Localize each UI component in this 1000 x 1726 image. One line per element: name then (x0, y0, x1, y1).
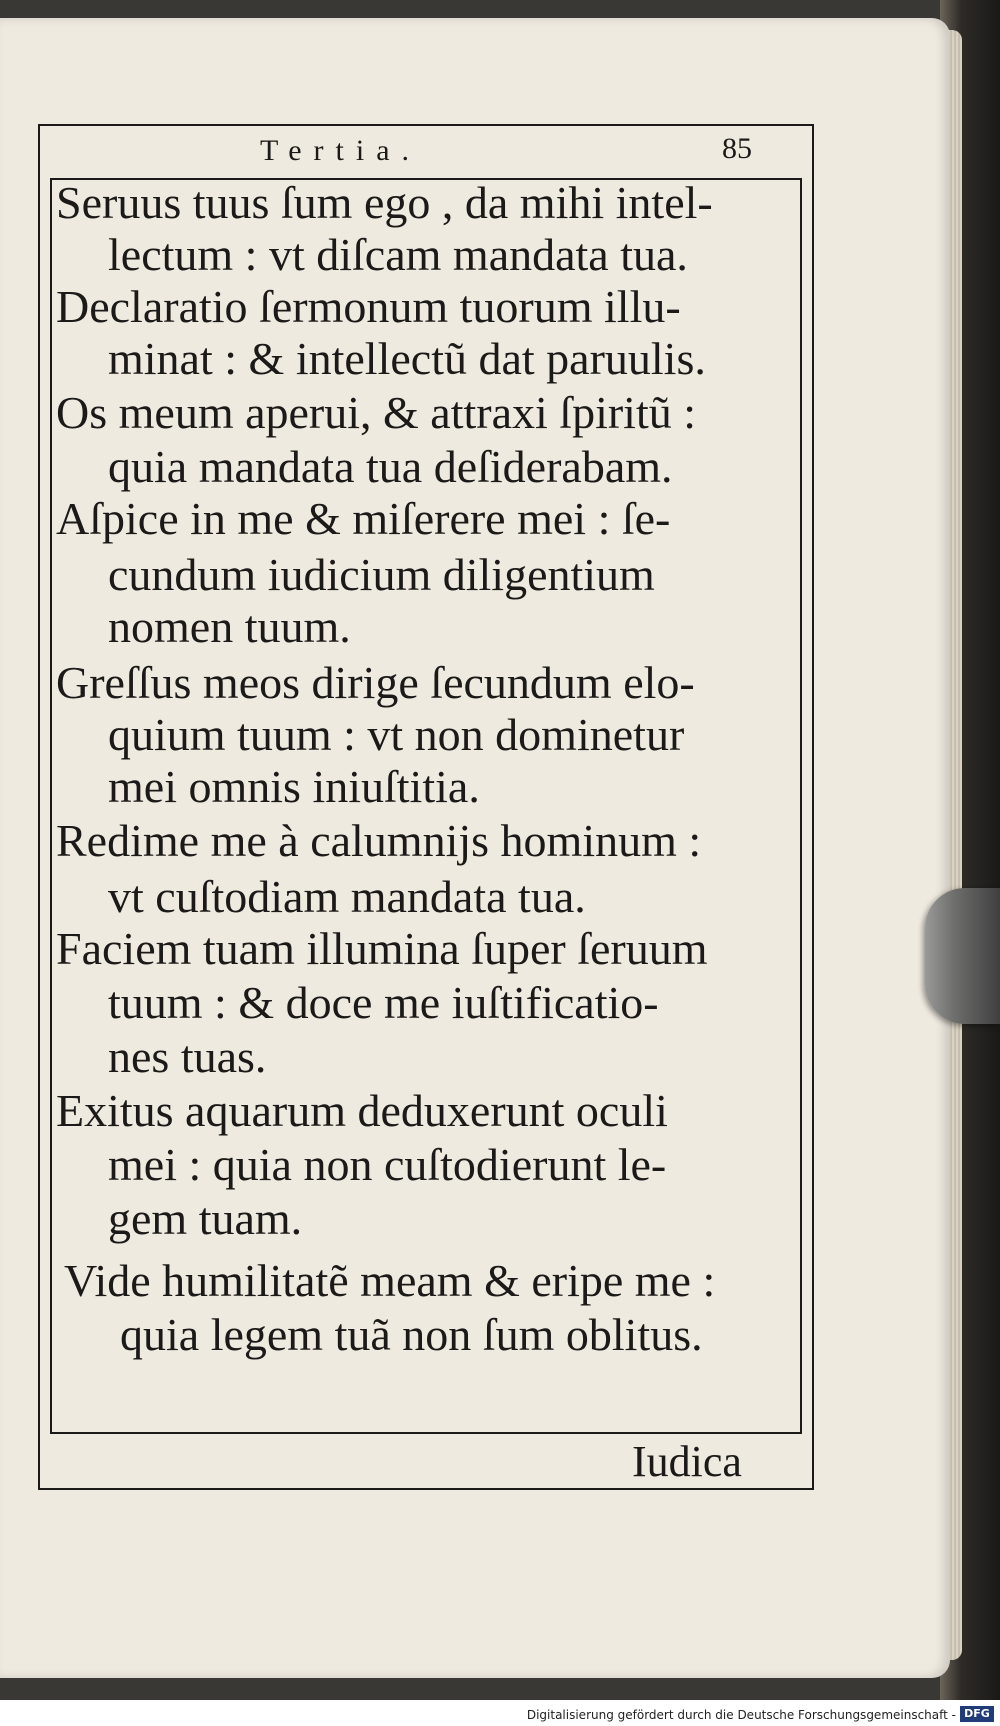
dfg-logo: DFG (960, 1706, 994, 1722)
verse-line: nes tuas. (108, 1031, 267, 1082)
verse-line: nomen tuum. (108, 601, 351, 652)
verse-line: mei omnis iniuſtitia. (108, 761, 480, 812)
verse-line: Faciem tuam illumina ſuper ſeruum (56, 923, 708, 974)
verse-line: Declaratio ſermonum tuorum illu- (56, 281, 681, 332)
verse-line: lectum : vt diſcam mandata tua. (108, 229, 688, 280)
digitization-footer (0, 1700, 1000, 1726)
verse-line: minat : & intellectũ dat paruulis. (108, 333, 706, 384)
verse-line: Redime me à calumnijs hominum : (56, 815, 702, 866)
verse-line: vt cuſtodiam mandata tua. (108, 871, 586, 922)
verse-line: Aſpice in me & miſerere mei : ſe- (56, 493, 671, 544)
verse-line: mei : quia non cuſtodierunt le- (108, 1139, 667, 1190)
verse-line: quium tuum : vt non dominetur (108, 709, 685, 760)
verse-line: quia mandata tua deſiderabam. (108, 441, 673, 492)
verse-line: Vide humilitatẽ meam & eripe me : (64, 1255, 716, 1306)
verse-line: Greſſus meos dirige ſecundum elo- (56, 657, 695, 708)
funding-credit: Digitalisierung gefördert durch die Deutsche Forschungsgemeinschaft - (526, 1708, 956, 1722)
verse-line: cundum iudicium diligentium (108, 549, 655, 600)
verse-line: Seruus tuus ſum ego , da mihi intel- (56, 177, 713, 228)
running-head: Tertia. (260, 134, 422, 167)
verse-line: tuum : & doce me iuſtificatio- (108, 977, 659, 1028)
verse-line: quia legem tuã non ſum oblitus. (120, 1309, 703, 1360)
page-number: 85 (722, 132, 752, 165)
catchword: Iudica (632, 1437, 742, 1486)
book-clasp (925, 888, 1000, 1024)
verse-line: Exitus aquarum deduxerunt oculi (56, 1085, 668, 1136)
page-header (40, 124, 812, 180)
verse-line: Os meum aperui, & attraxi ſpiritũ : (56, 387, 697, 438)
verse-line: gem tuam. (108, 1193, 303, 1244)
